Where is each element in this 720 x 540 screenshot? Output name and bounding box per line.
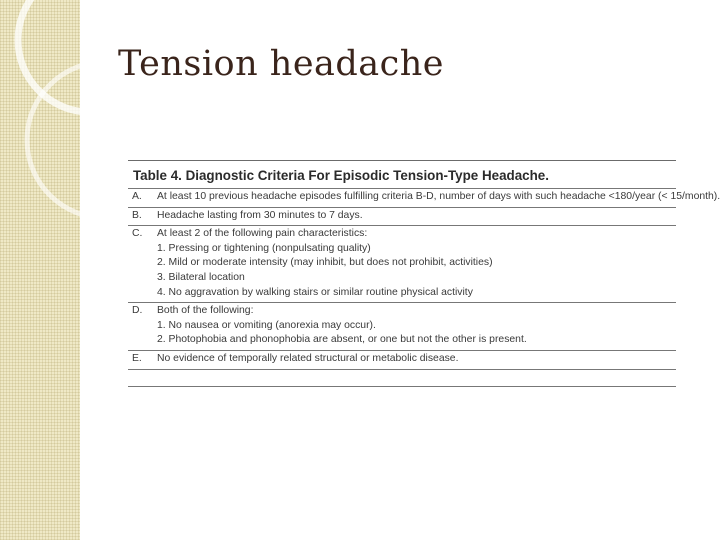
row-subitem: 2. Mild or moderate intensity (may inhibit, but does not prohibit, activities) [157,257,493,269]
row-text: At least 10 previous headache episodes fulfilling criteria B-D, number of days with such headache <180/year (< 15/month). [157,191,720,202]
row-subitem: 3. Bilateral location [157,271,245,283]
row-subitem: 1. Pressing or tightening (nonpulsating quality) [157,242,371,254]
row-body [157,227,676,300]
table-row [128,188,720,207]
row-subitem: 4. No aggravation by walking stairs or similar routine physical activity [157,286,473,298]
row-body [157,304,676,348]
table-row [128,225,676,302]
row-letter: E. [132,352,142,364]
row-subitem: 2. Photophobia and phonophobia are absent, or one but not the other is present. [157,334,527,346]
slide-title: Tension headache [118,44,445,84]
table-row [128,302,676,350]
row-letter: D. [132,305,143,317]
row-letter: B. [132,209,142,221]
row-subitem: 1. No nausea or vomiting (anorexia may occur). [157,319,376,331]
row-text: No evidence of temporally related structural or metabolic disease. [157,352,459,364]
criteria-table [128,160,720,387]
row-text: At least 2 of the following pain characteristics: [157,228,368,240]
row-letter: A. [132,191,142,202]
table-row [128,207,676,226]
decorative-side-band [0,0,80,540]
row-letter: C. [132,228,143,240]
row-text: Headache lasting from 30 minutes to 7 days. [157,209,363,221]
row-text: Both of the following: [157,305,254,317]
table-title: Table 4. Diagnostic Criteria For Episodic Tension-Type Headache. [133,168,549,183]
table-bottom-rule [128,369,676,370]
table-end-rule [128,386,676,387]
decorative-circles [0,0,80,540]
table-row [128,350,676,369]
